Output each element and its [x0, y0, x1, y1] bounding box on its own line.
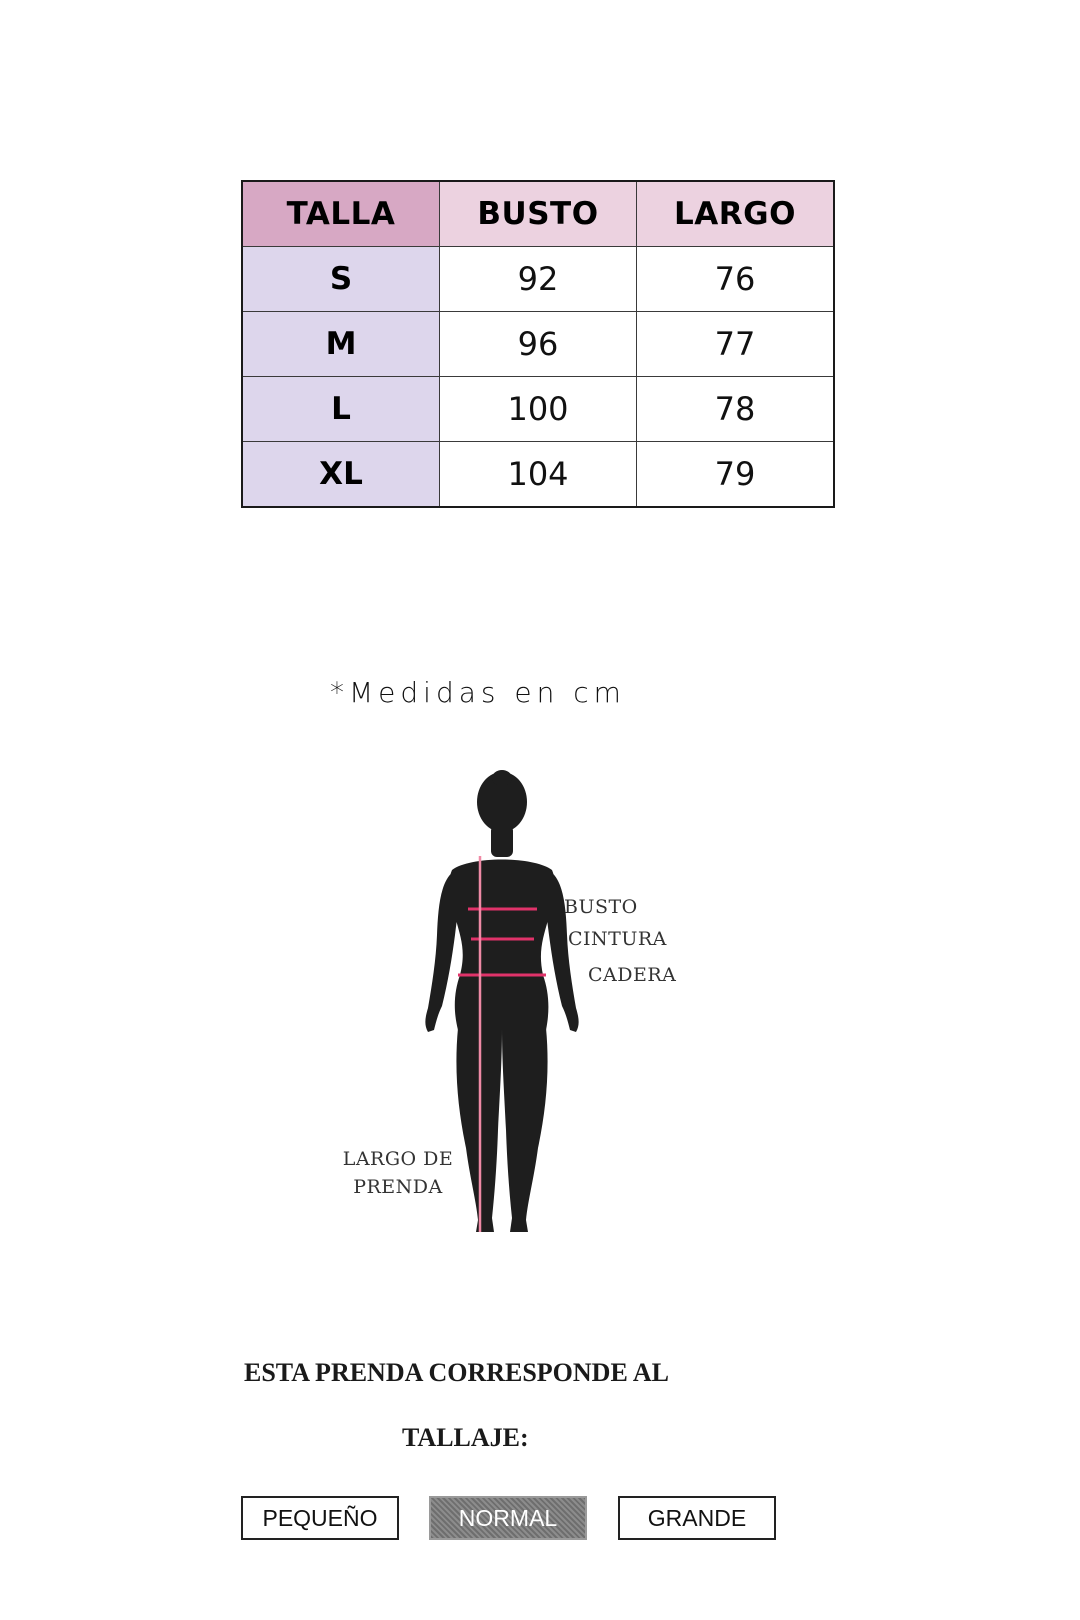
- table-header-row: [242, 181, 834, 247]
- bust-cell: 92: [440, 247, 637, 312]
- hip-label: CADERA: [588, 964, 677, 986]
- length-cell: 77: [637, 312, 835, 377]
- size-cell: L: [242, 377, 440, 442]
- length-cell: 78: [637, 377, 835, 442]
- size-cell: M: [242, 312, 440, 377]
- fit-option-small[interactable]: PEQUEÑO: [241, 1496, 399, 1540]
- measurement-unit-note: *Medidas en cm: [330, 676, 626, 709]
- bust-cell: 104: [440, 442, 637, 508]
- body-measurement-figure: [340, 770, 720, 1270]
- length-cell: 76: [637, 247, 835, 312]
- bust-cell: 96: [440, 312, 637, 377]
- size-chart-table: [241, 180, 835, 508]
- size-cell: XL: [242, 442, 440, 508]
- size-cell: S: [242, 247, 440, 312]
- table-row: [242, 442, 834, 508]
- fit-statement-line1: ESTA PRENDA CORRESPONDE AL: [244, 1358, 669, 1387]
- header-busto: BUSTO: [440, 181, 637, 247]
- header-largo: LARGO: [637, 181, 835, 247]
- bust-label: BUSTO: [564, 896, 638, 918]
- fit-option-normal[interactable]: NORMAL: [429, 1496, 587, 1540]
- bust-cell: 100: [440, 377, 637, 442]
- fit-statement-line2: TALLAJE:: [402, 1423, 529, 1452]
- table-row: [242, 312, 834, 377]
- fit-option-large[interactable]: GRANDE: [618, 1496, 776, 1540]
- table-row: [242, 247, 834, 312]
- waist-label: CINTURA: [568, 928, 667, 950]
- garment-length-label-line2: PRENDA: [353, 1176, 443, 1198]
- table-row: [242, 377, 834, 442]
- garment-length-label-line1: LARGO DE: [342, 1148, 454, 1170]
- header-talla: TALLA: [242, 181, 440, 247]
- length-cell: 79: [637, 442, 835, 508]
